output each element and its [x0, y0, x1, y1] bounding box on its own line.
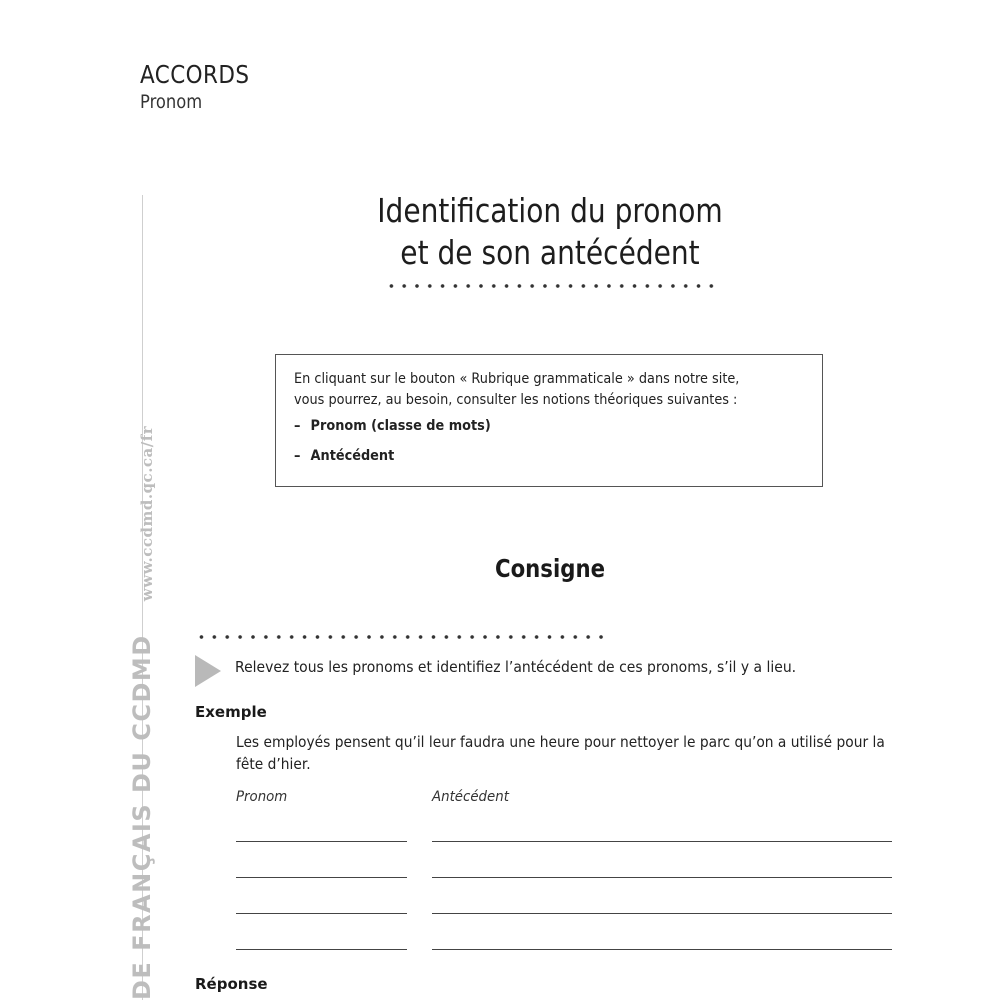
- notice-line-2: vous pourrez, au besoin, consulter les notions théoriques suivantes :: [294, 392, 738, 408]
- exercise-title-line2: et de son antécédent: [400, 233, 700, 272]
- notice-item-dash: –: [294, 418, 301, 434]
- instruction-text: Relevez tous les pronoms et identifiez l’antécédent de ces pronoms, s’il y a lieu.: [235, 658, 797, 676]
- antecedent-answer-line[interactable]: [432, 913, 892, 914]
- consigne-heading: Consigne: [494, 554, 605, 583]
- response-label: Réponse: [195, 975, 268, 993]
- pronom-answer-line[interactable]: [236, 949, 407, 950]
- sidebar-url: www.ccdmd.qc.ca/fr: [138, 425, 156, 602]
- sidebar-credit: [128, 426, 156, 1000]
- triangle-arrow-icon: [195, 655, 221, 687]
- exercise-title-line1: Identification du pronom: [377, 191, 723, 230]
- notice-item-antecedent: [294, 441, 780, 471]
- page-header: [140, 60, 267, 114]
- example-sentence: Les employés pensent qu’il leur faudra une heure pour nettoyer le parc qu’on a utilisé pour la fête d’hier.: [236, 733, 885, 773]
- column-header-antecedent: Antécédent: [432, 789, 509, 805]
- column-header-pronom: Pronom: [236, 789, 288, 805]
- antecedent-answer-line[interactable]: [432, 877, 892, 878]
- consigne-dotted-rule: [195, 631, 609, 643]
- notice-line-1: En cliquant sur le bouton « Rubrique grammaticale » dans notre site,: [294, 371, 740, 387]
- pronom-answer-line[interactable]: [236, 841, 407, 842]
- section-subtitle: Pronom: [140, 91, 203, 113]
- pronom-answer-line[interactable]: [236, 877, 407, 878]
- grammar-notice-box: [275, 354, 823, 487]
- exercise-title: [295, 190, 805, 274]
- notice-item-dash: –: [294, 448, 301, 464]
- sidebar-publisher: DE FRANÇAIS DU CCDMD: [128, 634, 156, 1000]
- notice-item-pronom: [294, 411, 780, 441]
- antecedent-answer-line[interactable]: [432, 949, 892, 950]
- example-label: Exemple: [195, 703, 267, 721]
- notice-item-label: Pronom (classe de mots): [310, 418, 491, 434]
- section-title: ACCORDS: [140, 60, 250, 89]
- antecedent-answer-line[interactable]: [432, 841, 892, 842]
- title-dotted-rule: [385, 280, 717, 292]
- pronom-answer-line[interactable]: [236, 913, 407, 914]
- notice-item-label: Antécédent: [310, 448, 395, 464]
